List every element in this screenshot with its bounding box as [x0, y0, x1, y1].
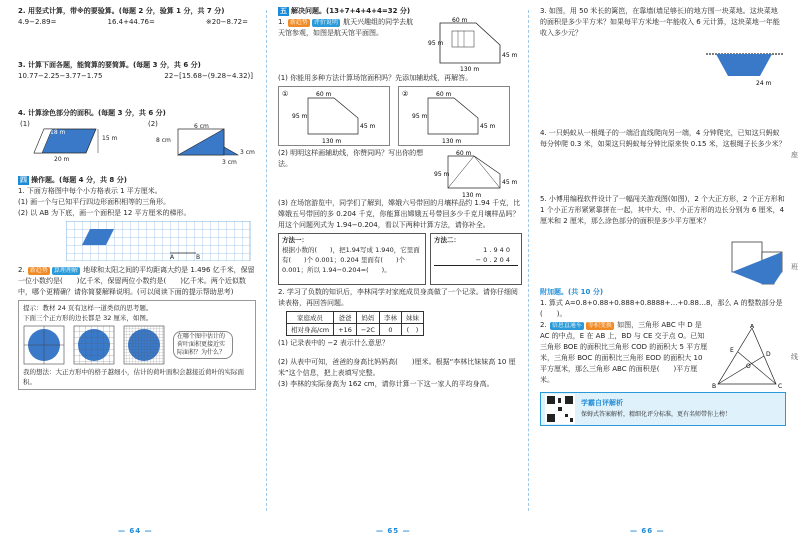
op1a-text: (1) 画一个与已知平行四边形面积相等的三角形。	[18, 198, 171, 206]
q2-items	[18, 17, 248, 28]
svg-text:45 m: 45 m	[360, 123, 376, 130]
q4-fig1-top: 18 m	[50, 129, 66, 136]
method-1	[278, 233, 426, 285]
grid-label-b: B	[196, 254, 201, 261]
p3a-text: (1) 记录表中的 −2 表示什么意思？	[278, 339, 389, 347]
q5-block	[540, 194, 786, 227]
museum-plan-figure	[428, 17, 524, 73]
op1-text: 1. 下面方格图中每个小方格表示 1 平方厘米。	[18, 187, 162, 195]
grid-label-a: A	[170, 254, 175, 261]
left-page	[0, 0, 262, 541]
fig-mark-2: ②	[402, 90, 409, 98]
table-cell: 0	[379, 324, 401, 336]
methods	[278, 233, 522, 285]
q4-right-text: 4. 一只蚂蚁从一根绳子的一端沿直线爬向另一端，4 分钟爬完，已知这只蚂蚁每分钟爬 0.3 米，如果这只蚂蚁每分钟比原来快 0.15 米，这根绳子长多少米？	[540, 129, 786, 148]
q4-fig1-side: 15 m	[102, 135, 118, 142]
p1-tag2: 评价说明	[313, 19, 338, 26]
sec4-title: 操作题。(每题 4 分，共 8 分)	[31, 176, 127, 184]
p3b-text: (2) 从表中可知，爸爸的身高比妈妈高( )厘米。根据“李林比妹妹高 10 厘米”这个信息，把上表填写完整。	[278, 358, 516, 377]
p3-text: 2. 学习了负数的知识后，李林同学对家庭成员身高做了一个记录。请你仔细阅读表格，再回答问题。	[278, 288, 518, 307]
table-head-cell: 妹妹	[401, 312, 423, 324]
table-head-cell: 李林	[379, 312, 401, 324]
svg-text:60 m: 60 m	[436, 91, 452, 98]
p1-block	[278, 17, 522, 73]
extra2-tag2: 等积变换	[587, 322, 612, 329]
q3-item-1: 10.77−2.25−3.77−1.75	[18, 72, 103, 80]
p3c-text: (3) 李林的实际身高为 162 cm，请你计算一下这一家人的平均身高。	[278, 380, 494, 388]
hint-box	[18, 300, 256, 390]
q4-figures	[18, 119, 256, 167]
parallelogram-figure	[26, 125, 126, 165]
triangle-abc-figure	[712, 324, 784, 390]
q2-item-3: ※20−8.72=	[205, 18, 248, 26]
square-grid	[66, 221, 256, 261]
q4-fig2-right: 3 cm	[240, 149, 255, 156]
hint-line-1: 提示：教材 24 页有这样一道类似的思考题。	[23, 304, 153, 312]
p1-tag: 新趋势	[289, 19, 308, 26]
table-head-cell: 家庭成员	[287, 312, 334, 324]
tri-label-d: D	[766, 351, 771, 358]
method-2	[430, 233, 522, 285]
hint-line-3: 我的想法：大正方形中的格子越细小，估计的荷叶面积会越接近荷叶的实际面积。	[23, 368, 244, 386]
extra2-block	[540, 320, 786, 390]
q3-items	[18, 71, 253, 82]
qr-title: 学霸自评解析	[581, 399, 623, 407]
vegetable-plot-figure	[706, 50, 786, 88]
svg-text:45 m: 45 m	[502, 179, 518, 186]
q5-text: 5. 小博用编程软件设计了一幅闯关游戏图(如图)，2 个大正方形，2 个正方形和 1 个小正方形紧紧靠拼在一起，其中大、中、小正方形的边长分别为 6 厘米，4 厘米和 2 厘米，那么涂色部分的面积是多少平方厘米？	[540, 195, 785, 225]
q3-right-text: 3. 如图，用 50 米长的篱笆，在靠墙(墙足够长)的地方围一块菜地。这块菜地的面积是多少平方米？如果每平方米地一年能收入 6 元计算，这块菜地一年能收入多少元？	[540, 7, 780, 37]
op2-text: 2. 新趋势 算理理解 地球和太阳之间的平均距离大约是 1.496 亿千米，保留一位小数约是( )亿千米，保留两位小数约是( )亿千米。两个近似数中，哪个更精确？请你简要解释说明。(可以阅读下面的提示帮助思考)	[18, 266, 255, 296]
page-number-left: — 64 —	[118, 527, 153, 535]
op2-tag: 新趋势	[29, 267, 48, 274]
lotus-grid-coarse-icon	[23, 325, 67, 365]
table-cell: −2C	[356, 324, 379, 336]
method2-line-2: − 0 . 2 0 4	[434, 255, 518, 266]
tri-label-c: C	[778, 383, 783, 390]
tri-label-b: B	[712, 383, 717, 390]
page-number-middle: — 65 —	[376, 527, 411, 535]
q4-fig2-label: (2)	[148, 120, 158, 128]
extra2-body: 如图，三角形 ABC 中 D 是 AC 的中点，E 在 AB 上，BD 与 CE 交于点 O。已知三角形 BOE 的面积比三角形 COD 的面积大 5 平方厘米，三角形 BOC 的面积比三角形 EOD 的面积大 10 平方厘米，那么三角形 ABC 的面积是( )平方厘米。	[540, 321, 708, 384]
side-char-1: 座	[791, 151, 798, 159]
fig-top: 60 m	[452, 17, 468, 24]
p1b-block	[278, 148, 522, 198]
side-char-3: 线	[791, 353, 798, 361]
fig-bottom: 130 m	[460, 66, 480, 73]
svg-text:60 m: 60 m	[316, 91, 332, 98]
op2-tag2: 算理理解	[53, 267, 78, 274]
family-height-table	[286, 311, 424, 336]
aux-line-figures	[278, 86, 522, 146]
sec5-heading	[278, 6, 522, 17]
extra1-text: 1. 算式 A=0.8+0.88+0.888+0.8888+…+0.88…8，那么 A 的整数部分是( )。	[540, 299, 783, 318]
side-char-2: 班	[791, 263, 798, 271]
svg-text:45 m: 45 m	[480, 123, 496, 130]
squares-figure	[730, 240, 786, 296]
svg-text:95 m: 95 m	[434, 171, 450, 178]
svg-text:130 m: 130 m	[442, 138, 462, 145]
lotus-grid-medium-icon	[73, 325, 117, 365]
sec4-heading	[18, 175, 256, 186]
fig-mark-1: ①	[282, 90, 289, 98]
table-cell: 相对身高/cm	[287, 324, 334, 336]
extra2-tag: 信息直通车	[551, 322, 582, 329]
q3-fig-label: 24 m	[756, 80, 772, 87]
fig-right: 45 m	[502, 52, 518, 59]
fig-left: 95 m	[428, 40, 444, 47]
q4-title: 4. 计算涂色部分的面积。(每题 3 分，共 6 分)	[18, 109, 166, 117]
svg-text:130 m: 130 m	[462, 192, 482, 198]
hint-line-2: 下面三个正方形的边长都是 32 厘米，如图。	[23, 314, 153, 322]
table-cell: +16	[334, 324, 357, 336]
aux-figure-1	[278, 86, 390, 146]
hint-bubble: 在哪个图中估计的荷叶面积更接近实际面积？为什么？	[173, 331, 233, 359]
method2-line-1: 1 . 9 4 0	[483, 246, 510, 254]
q4-fig2-bottom: 3 cm	[222, 159, 237, 166]
op1b-text: (2) 以 AB 为下底，画一个面积是 12 平方厘米的梯形。	[18, 209, 191, 217]
svg-text:95 m: 95 m	[412, 113, 428, 120]
sec5-title: 解决问题。(13+7+4+4+4=32 分)	[291, 7, 411, 15]
q2-item-1: 4.9−2.89=	[18, 18, 57, 26]
p1-body: 航天兴趣组的同学去航天馆参观，如图是航天馆平面图。	[278, 18, 414, 37]
tri-label-o: O	[746, 363, 751, 370]
p1-text: 1. 新趋势 评价说明 航天兴趣组的同学去航天馆参观，如图是航天馆平面图。	[278, 18, 414, 37]
table-head-cell: 爸爸	[334, 312, 357, 324]
table-cell: ( )	[401, 324, 423, 336]
lotus-grid-fine-icon	[123, 325, 167, 365]
qr-text: 保姆式答案解析，精细化评分标准，更有名师带你上榜！	[581, 411, 732, 418]
aux-figure-2	[398, 86, 510, 146]
op2-body: 地球和太阳之间的平均距离大约是 1.496 亿千米，保留一位小数约是( )亿千米，保留两位小数约是( )亿千米。两个近似数中，哪个更精确？请你简要解释说明。(可以阅读下面的提示帮助思考)	[18, 266, 255, 296]
p2b-text: 用这个问题列式为 1.94−0.204，看以下两种计算方法，请你补全。	[278, 221, 490, 229]
q4-fig2-top: 6 cm	[194, 123, 209, 130]
sec5-badge: 五	[280, 7, 287, 15]
q4-fig2-left: 8 cm	[156, 137, 171, 144]
tri-label-e: E	[730, 347, 734, 354]
qr-code-icon[interactable]	[545, 394, 575, 424]
q4-fig1-label: (1)	[20, 120, 30, 128]
extra-title: 附加题。(共 10 分)	[540, 288, 604, 296]
p1a-text: (1) 你能用多种方法计算场馆面积吗？先添加辅助线，再解答。	[278, 74, 473, 82]
table-header-row	[287, 312, 424, 324]
table-row	[287, 324, 424, 336]
self-assessment-banner[interactable]	[540, 392, 786, 426]
extra2-text: 2. 信息直通车 等积变换 如图，三角形 ABC 中 D 是 AC 的中点，E 在 AB 上，BD 与 CE 交于点 O。已知三角形 BOE 的面积比三角形 COD 的面积大 5 平方厘米，三角形 BOC 的面积比三角形 EOD 的面积大 10 平方厘米，那么三角形 ABC 的面积是( )平方厘米。	[540, 321, 708, 384]
table-head-cell: 妈妈	[356, 312, 379, 324]
svg-text:130 m: 130 m	[322, 138, 342, 145]
q3-block	[540, 6, 786, 88]
middle-page	[270, 0, 526, 541]
q3-item-2: 22−[15.68−(9.28−4.32)]	[164, 72, 253, 80]
svg-text:60 m: 60 m	[456, 150, 472, 157]
page-number-right: — 66 —	[630, 527, 665, 535]
divider-right	[528, 10, 529, 511]
divider-left	[266, 10, 267, 511]
p2-text: (3) 在场馆游览中，同学们了解到，嫦娥六号带回的月壤样品约 1.94 千克，比嫦娥五号带回的多 0.204 千克，你能算出嫦娥五号带回多少千克月壤样品吗？	[278, 199, 521, 218]
sec4-badge: 四	[20, 176, 27, 184]
svg-text:95 m: 95 m	[292, 113, 308, 120]
lotus-grids	[23, 325, 251, 365]
method1-title: 方法一：	[282, 236, 308, 244]
right-page	[530, 0, 800, 541]
q3-title: 3. 计算下面各题，能简算的要简算。(每题 3 分，共 6 分)	[18, 61, 201, 69]
q2-title: 2. 用竖式计算，带※的要验算。(每题 2 分，验算 1 分，共 7 分)	[18, 7, 225, 15]
p1b-text: (2) 明明这样画辅助线，你赞同吗？写出你的想法。	[278, 149, 424, 168]
q2-item-2: 16.4+44.76=	[107, 18, 155, 26]
method2-title: 方法二：	[434, 236, 460, 244]
tri-label-a: A	[750, 324, 755, 330]
q4-fig1-bottom: 20 m	[54, 156, 70, 163]
method1-text: 根据小数的( )，把1.94写成 1.940，它里面有( )个 0.001；0.204 里面有( )个 0.001；所以 1.94−0.204=( )。	[282, 246, 420, 274]
aux-figure-3	[434, 150, 526, 198]
